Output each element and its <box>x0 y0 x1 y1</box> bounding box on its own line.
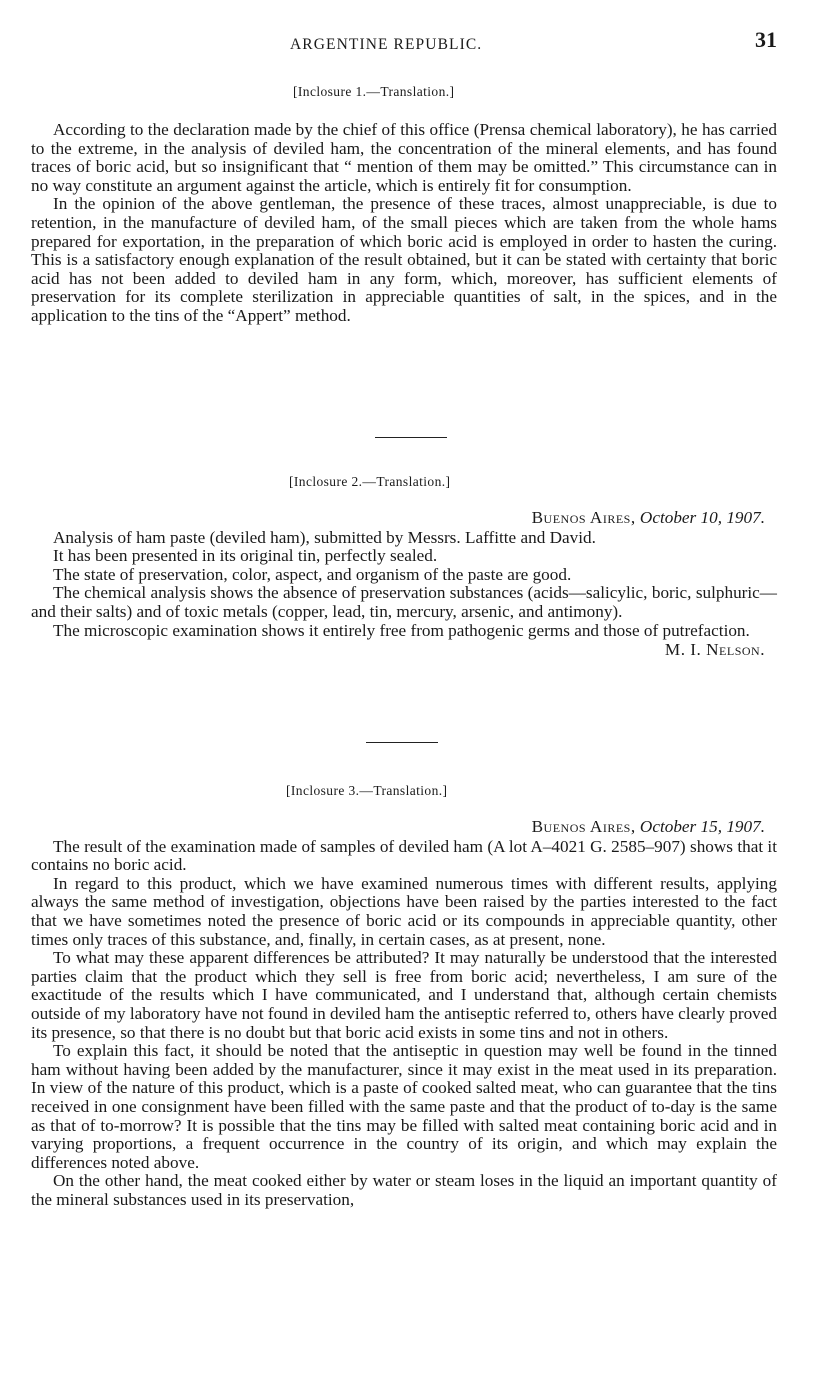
paragraph: The microscopic examination shows it entirely free from pathogenic germs and those of putrefaction. <box>53 620 750 640</box>
inclosure-2-heading: [Inclosure 2.—Translation.] <box>289 474 451 489</box>
paragraph: The result of the examination made of samples of deviled ham (A lot A–4021 G. 2585–907) shows that it contains no boric acid. <box>31 836 777 875</box>
paragraph: Analysis of ham paste (deviled ham), submitted by Messrs. Laffitte and David. <box>53 527 596 547</box>
dateline <box>31 818 777 837</box>
running-head: ARGENTINE REPUBLIC. <box>290 36 483 53</box>
section-divider <box>366 742 438 743</box>
page-header <box>0 27 822 60</box>
paragraph: The chemical analysis shows the absence of preservation substances (acids—salicylic, boric, sulphuric—and their salts) and of toxic metals (copper, lead, tin, mercury, arsenic, and antimony). <box>31 583 777 621</box>
signature: M. I. Nelson. <box>664 640 765 660</box>
dateline <box>31 509 777 528</box>
inclosure-1-body <box>31 121 777 326</box>
paragraph: It has been presented in its original tin, perfectly sealed. <box>53 546 438 566</box>
paragraph: On the other hand, the meat cooked either by water or steam loses in the liquid an important quantity of the mineral substances used in its preservation, <box>31 1171 777 1209</box>
dateline-date: October 10, 1907. <box>639 508 765 527</box>
page-number: 31 <box>755 27 777 52</box>
dateline-date: October 15, 1907. <box>639 817 765 836</box>
inclosure-2-body <box>31 509 777 660</box>
inclosure-3-body <box>31 818 777 1209</box>
paragraph: To explain this fact, it should be noted that the antiseptic in question may well be found in the tinned ham without having been added by the manufacturer, since it may exist in the meat used in its preparation. In view of the nature of this product, which is a paste of cooked salted meat, who can guarantee that the tins received in one consignment have been filled with the same paste and that the product of to-day is the same as that of to-morrow? It is possible that the tins may be filled with salted meat containing boric acid and in varying proportions, a frequent occurrence in the country of its origin, and which may explain the differences noted above. <box>31 1041 777 1172</box>
paragraph: The state of preservation, color, aspect, and organism of the paste are good. <box>53 564 572 584</box>
paragraph: According to the declaration made by the chief of this office (Prensa chemical laboratory), he has carried to the extreme, in the analysis of deviled ham, the concentration of the mineral elements, and has found traces of boric acid, but so insignificant that “ mention of them may be omitted.” This circumstance can in no way constitute an argument against the article, which is entirely fit for consumption. <box>31 120 777 195</box>
dateline-place: Buenos Aires, <box>531 817 636 836</box>
paragraph: To what may these apparent differences be attributed? It may naturally be understood that the interested parties claim that the product which they sell is free from boric acid; nevertheless, I am sure of the exactitude of the results which I have communicated, and I understand that, although certain chemists outside of my laboratory have not found in deviled ham the antiseptic referred to, others have clearly proved its presence, so that there is no doubt but that boric acid exists in some tins and not in others. <box>31 948 777 1042</box>
inclosure-1-heading: [Inclosure 1.—Translation.] <box>293 84 455 99</box>
dateline-place: Buenos Aires, <box>531 508 636 527</box>
paragraph: In regard to this product, which we have examined numerous times with different results, applying always the same method of investigation, objections have been raised by the parties interested to the fact that we have sometimes noted the presence of boric acid or its compounds in appreciable quantity, other times only traces of this substance, and, finally, in certain cases, as at present, none. <box>31 873 777 949</box>
inclosure-3-heading: [Inclosure 3.—Translation.] <box>286 783 448 798</box>
paragraph: In the opinion of the above gentleman, the presence of these traces, almost unappreciable, is due to retention, in the manufacture of deviled ham, of the small pieces which are taken from the whole hams prepared for exportation, in the preparation of which boric acid is employed in order to hasten the curing. This is a satisfactory enough explanation of the result obtained, but it can be stated with certainty that boric acid has not been added to deviled ham in any form, which, moreover, has sufficient elements of preservation for its complete sterilization in appreciable quantities of salt, in the spices, and in the application to the tins of the “Appert” method. <box>31 194 777 325</box>
section-divider <box>375 437 447 438</box>
